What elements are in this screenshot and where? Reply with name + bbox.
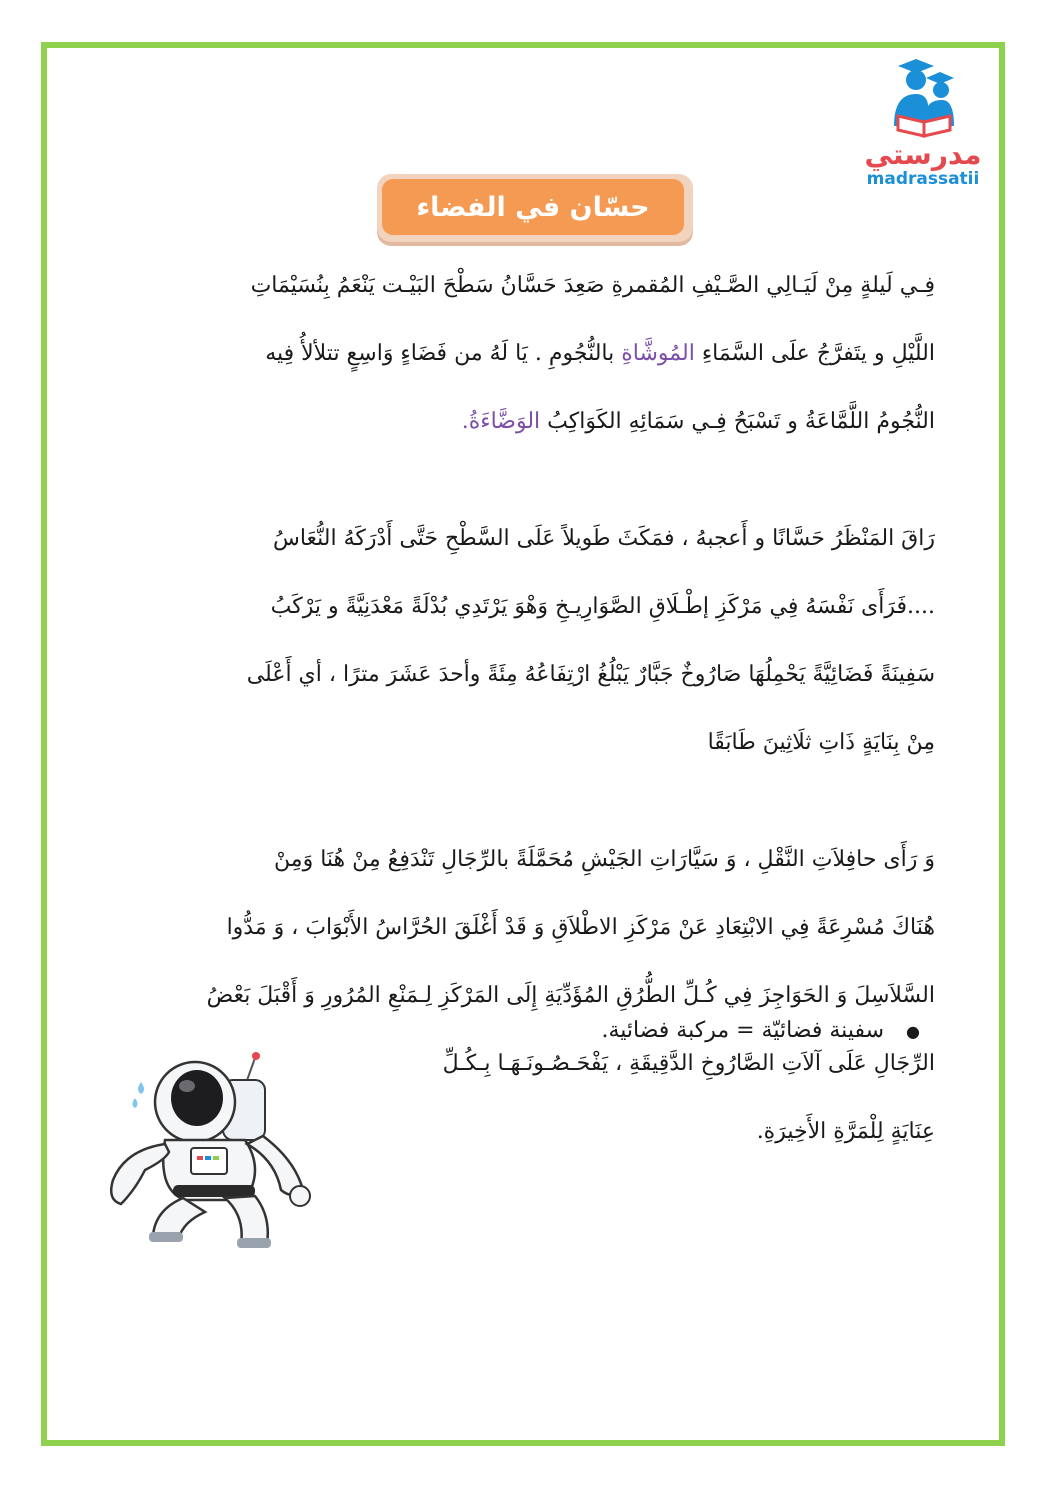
paragraph-line: هُنَاكَ مُسْرِعَةً فِي الابْتِعَادِ عَنْ مَرْكَزِ الاطْلاَقِ وَ قَدْ أَغْلَقَ الحُرَّاسُ الأَبْوَابَ ، وَ مَدُّوا <box>226 915 935 940</box>
madrassatii-logo <box>858 56 988 191</box>
logo-text-arabic: مدرستي <box>864 138 982 171</box>
title-banner <box>377 174 693 242</box>
paragraph-line: السَّلاَسِلَ وَ الحَوَاجِزَ فِي كُـلِّ الطُّرُقِ المُؤَدِّيَةِ إِلَى المَرْكَزِ لِـمَنْعِ المُرُورِ وَ أَقْبَلَ بَعْضُ <box>206 983 935 1008</box>
vocabulary-note <box>400 1018 920 1043</box>
astronaut-illustration <box>95 1040 320 1250</box>
paragraph-line: عِنَايَةٍ لِلْمَرَّةِ الأَخِيرَةِ. <box>756 1119 935 1144</box>
paragraph-line: وَ رَأَى حافِلاَتِ النَّقْلِ ، وَ سَيَّارَاتِ الجَيْشِ مُحَمَّلَةً بالرِّجَالِ تَنْدَفِعُ مِنْ هُنَا وَمِنْ <box>274 847 935 872</box>
bullet-icon: ● <box>906 1021 920 1041</box>
paragraph-line: سَفِينَةً فَضَائِيَّةً يَحْمِلُهَا صَارُوخٌ جَبَّارٌ يَبْلُغُ ارْتِفَاعُهُ مِئَةً وأحدَ عَشَرَ مترًا ، أي أَعْلَى <box>246 662 935 687</box>
paragraph-2 <box>120 505 935 777</box>
paragraph-line: النُّجُومُ اللَّمَّاعَةُ و تَسْبَحُ فِـي سَمَائِهِ الكَوَاكِبُ الوَضَّاءَةُ. <box>461 409 935 434</box>
logo-reader-icon <box>886 56 961 138</box>
paragraph-1 <box>120 252 935 456</box>
paragraph-line: ....فَرَأَى نَفْسَهُ فِي مَرْكَزِ إطْـلَاقِ الصَّوَارِيـخِ وَهْوَ يَرْتَدِي بُدْلَةً مَعْدَنِيَّةً و يَرْكَبُ <box>270 594 935 619</box>
paragraph-line: فِـي لَيلةٍ مِنْ لَيَـالِي الصَّـيْفِ المُقمرةِ صَعِدَ حَسَّانُ سَطْحَ البَيْـت يَنْعَمُ بِنُسَيْمَاتِ <box>250 273 935 298</box>
logo-text-english: madrassatii <box>866 169 980 189</box>
paragraph-line: الرِّجَالِ عَلَى آلاَتِ الصَّارُوخِ الدَّقِيقَةِ ، يَفْحَـصُـونَـهَـا بِـكُـلِّ <box>442 1051 935 1076</box>
paragraph-line: مِنْ بِنَايَةٍ ذَاتِ ثلَاثِينَ طَابَقًا <box>707 730 935 755</box>
vocabulary-note-text: سفينة فضائيّة = مركبة فضائية. <box>601 1018 885 1043</box>
highlighted-word: المُوشَّاةِ <box>621 341 695 366</box>
paragraph-line: رَاقَ المَنْظَرُ حَسَّانًا و أَعجبهُ ، فمَكَثَ طَويلاً عَلَى السَّطْحِ حَتَّى أَدْرَكَهُ النُّعَاسُ <box>273 526 935 551</box>
highlighted-word: الوَضَّاءَةُ. <box>461 409 541 434</box>
page-title: حسّان في الفضاء <box>382 179 684 235</box>
paragraph-line: اللَّيْلِ و يتَفرَّجُ علَى السَّمَاءِ المُوشَّاةِ بالنُّجُومِ . يَا لَهُ من فَضَاءٍ وَاسِعٍ تتلألأُ فِيه <box>265 341 935 366</box>
